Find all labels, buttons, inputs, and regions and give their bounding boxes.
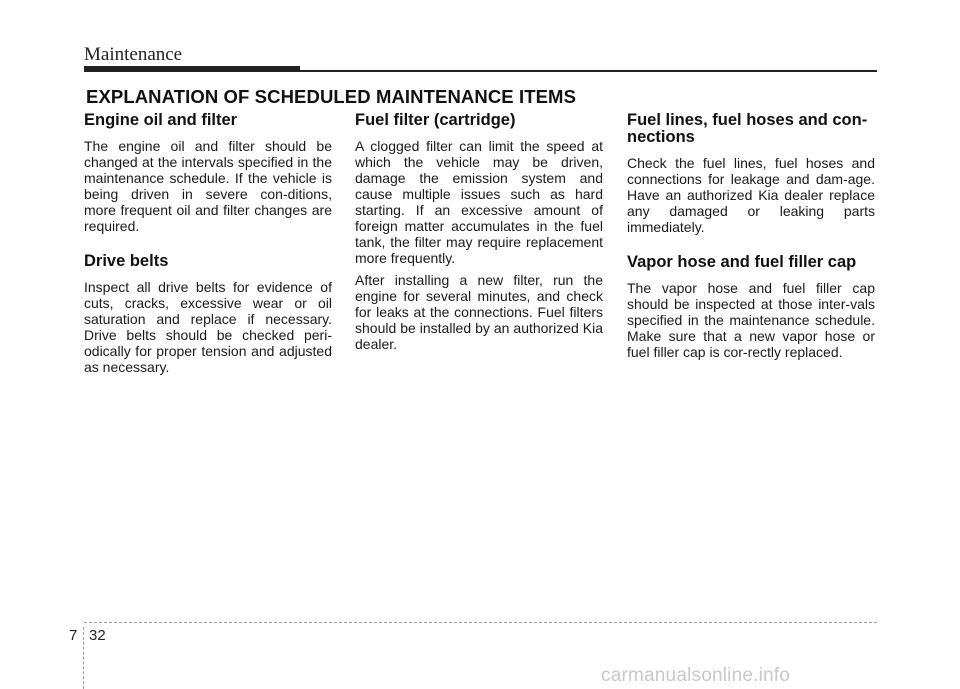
heading-vapor-hose-filler-cap: Vapor hose and fuel filler cap	[627, 253, 857, 271]
paragraph-vapor-hose-filler-cap: The vapor hose and fuel filler cap should be inspected at those inter-vals specified in the maintenance schedule. Make sure that a new vapor hose or fuel filler cap is cor-rectly replaced.	[627, 280, 875, 360]
column-3	[627, 112, 875, 366]
watermark: carmanualsonline.info	[601, 665, 791, 686]
column-2	[355, 112, 603, 358]
footer-rule	[84, 622, 877, 623]
header-title: Maintenance	[84, 44, 183, 65]
paragraph-drive-belts: Inspect all drive belts for evidence of cuts, cracks, excessive wear or oil saturation and replace if necessary. Drive belts should be checked peri-odically for proper tension and adjusted as necessary.	[84, 279, 332, 375]
paragraph-fuel-lines-hoses: Check the fuel lines, fuel hoses and connections for leakage and dam-age. Have an authorized Kia dealer replace any damaged or leaking parts immediately.	[627, 155, 875, 235]
heading-fuel-filter: Fuel filter (cartridge)	[355, 111, 516, 129]
paragraph-engine-oil-filter: The engine oil and filter should be changed at the intervals specified in the maintenance schedule. If the vehicle is being driven in severe con-ditions, more frequent oil and filter changes are required.	[84, 138, 332, 234]
column-1	[84, 112, 332, 381]
heading-engine-oil-filter: Engine oil and filter	[84, 111, 238, 129]
paragraph-fuel-filter-1: A clogged filter can limit the speed at which the vehicle may be driven, damage the emission system and cause multiple issues such as hard starting. If an excessive amount of foreign matter accumulates in the fuel tank, the filter may require replacement more frequently.	[355, 138, 603, 266]
section-title: EXPLANATION OF SCHEDULED MAINTENANCE ITEMS	[86, 86, 577, 107]
heading-drive-belts: Drive belts	[84, 252, 169, 270]
chapter-number: 7	[69, 627, 78, 644]
header-rule-thin	[300, 70, 877, 72]
heading-fuel-lines-hoses: Fuel lines, fuel hoses and con-nections	[627, 111, 868, 146]
header-rule-thick	[84, 66, 300, 72]
page-number: 32	[89, 627, 106, 644]
paragraph-fuel-filter-2: After installing a new filter, run the engine for several minutes, and check for leaks at the connections. Fuel filters should be installed by an authorized Kia dealer.	[355, 272, 603, 352]
footer-separator	[83, 627, 84, 689]
